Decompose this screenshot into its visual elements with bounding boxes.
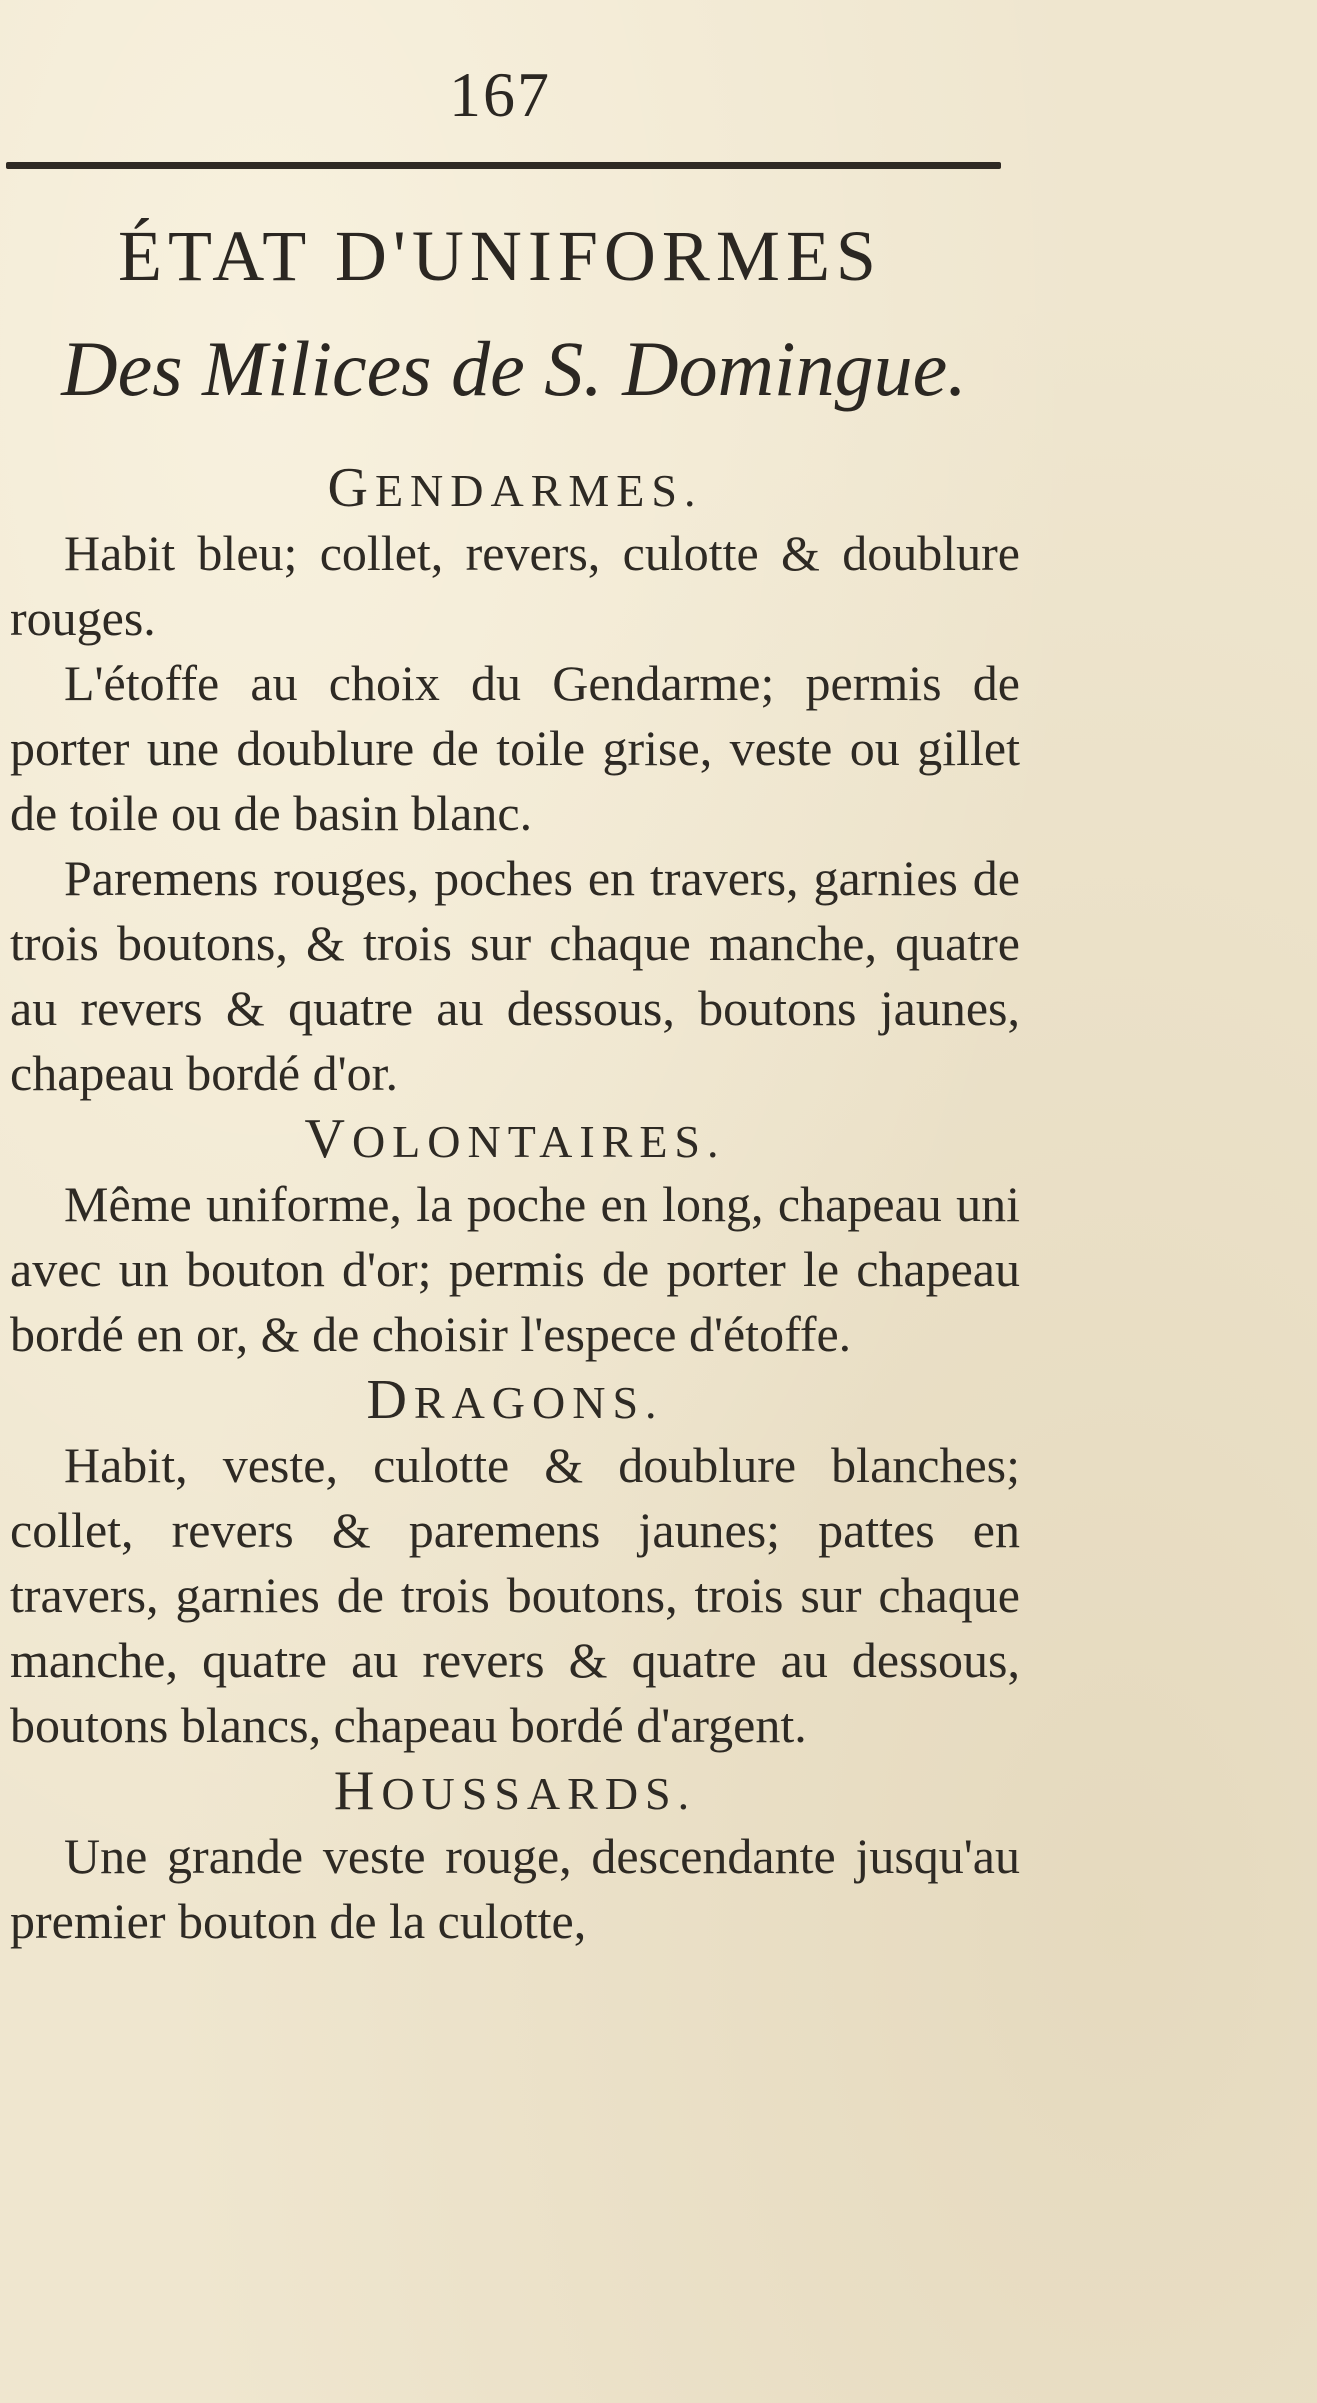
header-rule: [6, 162, 1001, 169]
section-heading-initial: D: [366, 1369, 414, 1431]
section-dragons: [10, 1367, 1020, 1758]
section-heading: [10, 455, 1020, 521]
section-heading-initial: H: [333, 1760, 382, 1822]
paragraph: L'étoffe au choix du Gendarme; permis de porter une doublure de toile grise, veste ou gillet de toile ou de basin blanc.: [10, 655, 1020, 841]
paragraph: Même uniforme, la poche en long, chapeau uni avec un bouton d'or; permis de porter le chapeau bordé en or, & de choisir l'espece d'étoffe.: [10, 1176, 1020, 1362]
section-heading: [10, 1106, 1020, 1172]
section-heading: [10, 1758, 1020, 1824]
section-heading-initial: V: [304, 1108, 352, 1170]
section-heading-initial: G: [327, 457, 375, 519]
paragraph: Une grande veste rouge, descendante jusqu'au premier bouton de la culotte,: [10, 1828, 1020, 1949]
section-volontaires: [10, 1106, 1020, 1367]
section-heading-rest: OUSSARDS.: [381, 1768, 697, 1819]
section-heading-rest: RAGONS.: [413, 1377, 664, 1428]
paragraph: Habit bleu; collet, revers, culotte & doublure rouges.: [10, 525, 1020, 646]
body-text: [10, 455, 1020, 1954]
page-subtitle: Des Milices de S. Domingue.: [61, 325, 967, 412]
paragraph: Habit, veste, culotte & doublure blanches; collet, revers & paremens jaunes; pattes en travers, garnies de trois boutons, trois sur chaque manche, quatre au revers & quatre au dessous, boutons blancs, chapeau bordé d'argent.: [10, 1437, 1020, 1753]
section-heading-rest: OLONTAIRES.: [351, 1116, 726, 1167]
page-title: ÉTAT D'UNIFORMES: [118, 216, 882, 296]
section-gendarmes: [10, 455, 1020, 1106]
section-heading: [10, 1367, 1020, 1433]
paragraph: Paremens rouges, poches en travers, garnies de trois boutons, & trois sur chaque manche, quatre au revers & quatre au dessous, boutons jaunes, chapeau bordé d'or.: [10, 850, 1020, 1101]
section-heading-rest: ENDARMES.: [374, 465, 703, 516]
section-houssards: [10, 1758, 1020, 1954]
page-number: 167: [449, 59, 551, 130]
